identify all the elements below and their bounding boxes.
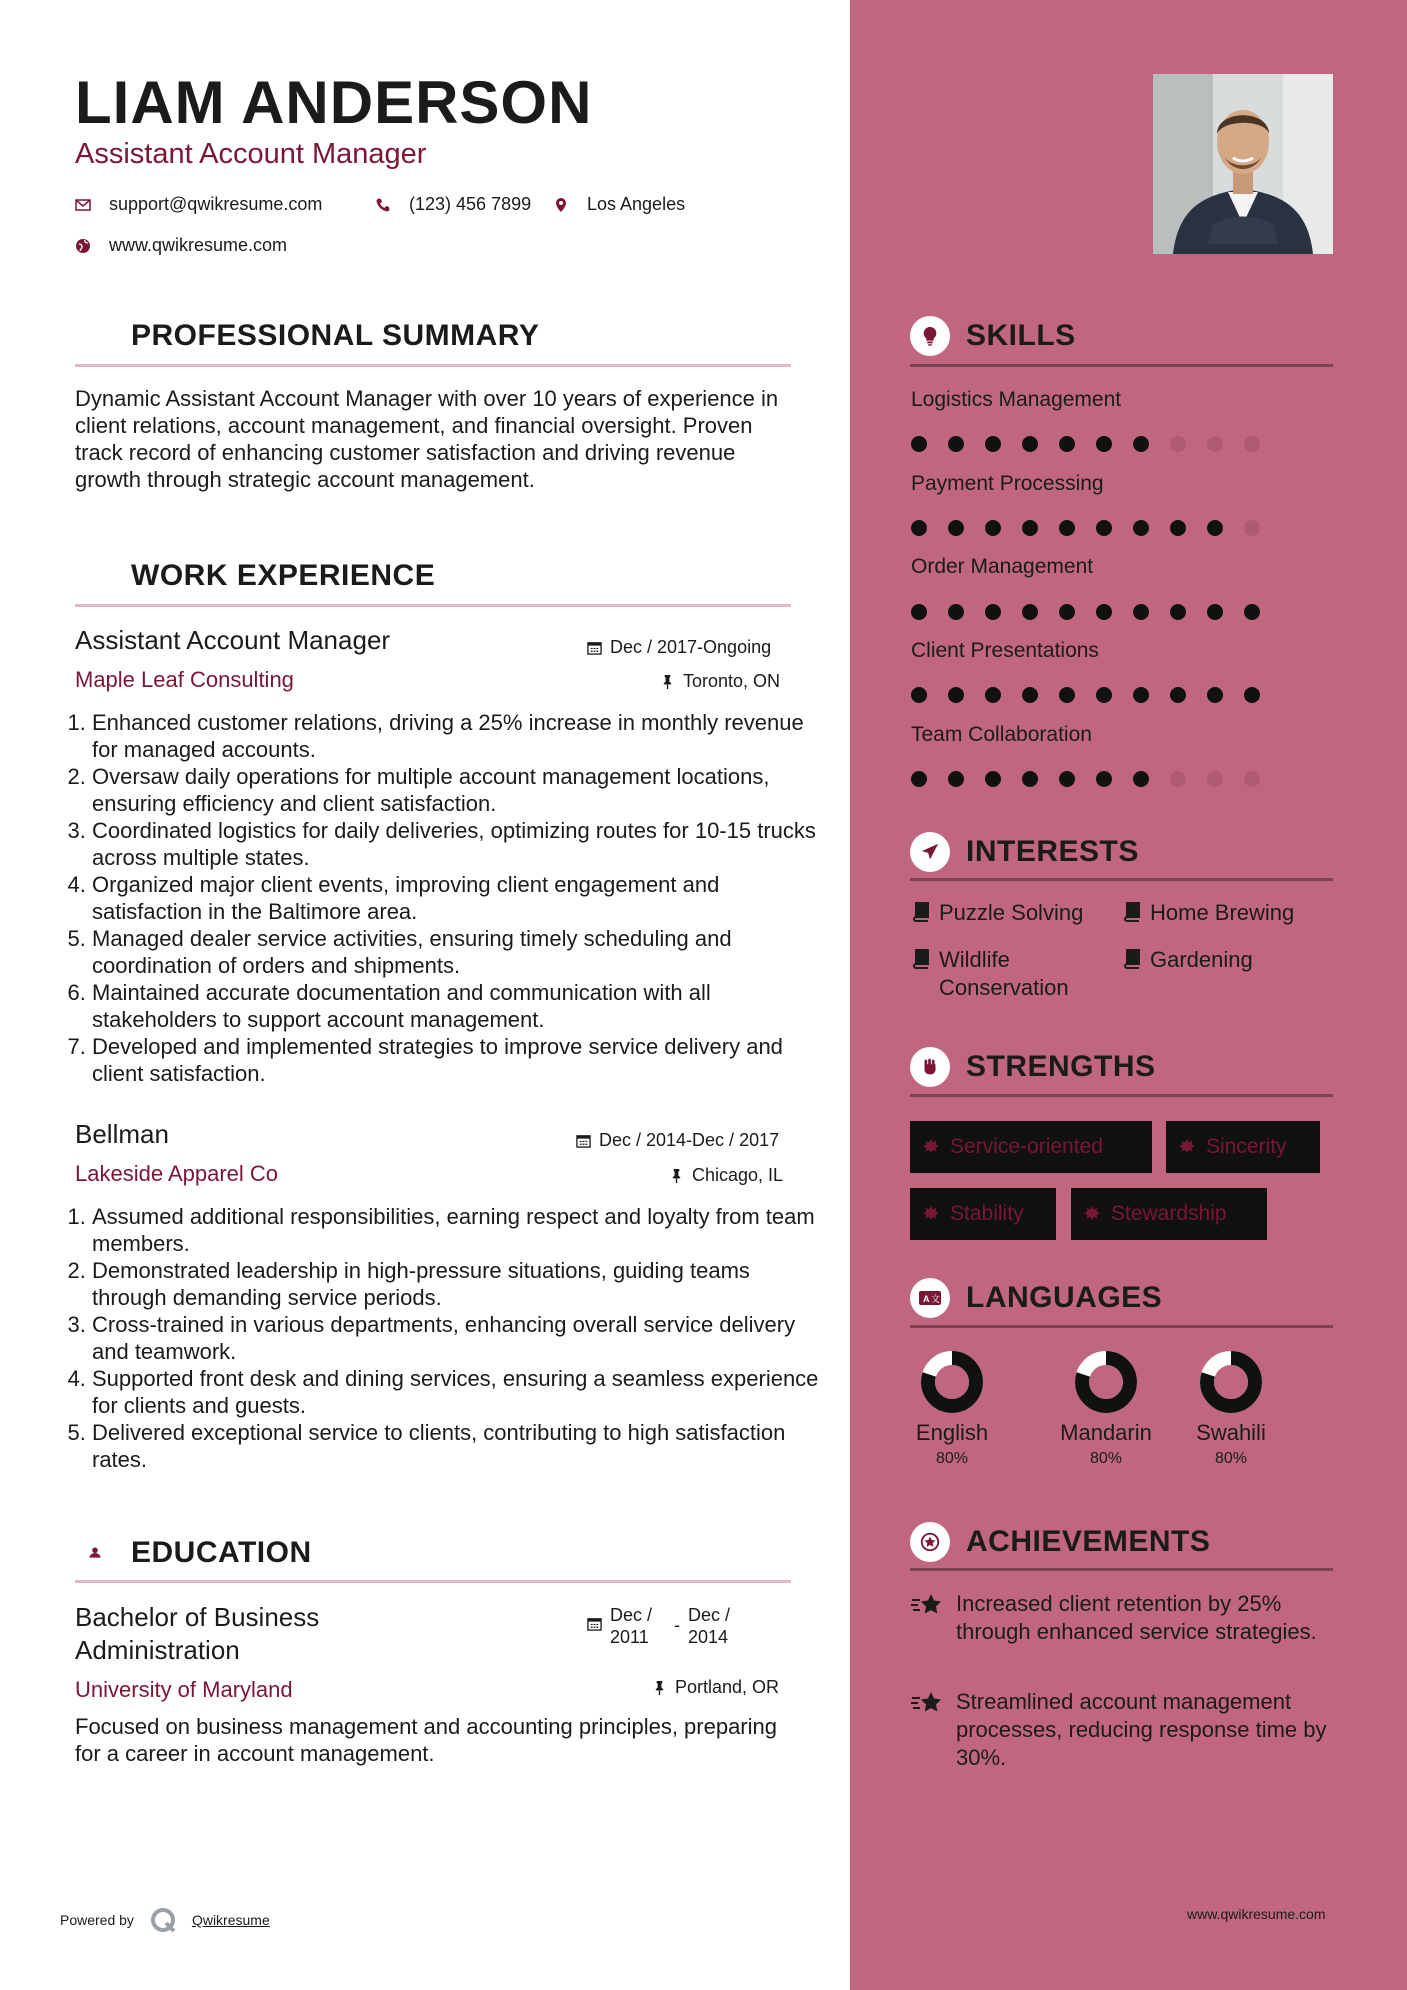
skill-dot-empty — [1244, 436, 1260, 452]
website-text: www.qwikresume.com — [109, 235, 288, 255]
education-location — [652, 1677, 779, 1698]
date-separator: - — [674, 1615, 680, 1635]
start-date — [610, 1604, 666, 1648]
paper-plane-icon — [910, 832, 950, 872]
strength-label: Sincerity — [1206, 1135, 1287, 1158]
job-bullets — [62, 709, 822, 1087]
skill-dot-filled — [911, 436, 927, 452]
job-dates-text: Dec / 2014-Dec / 2017 — [599, 1130, 780, 1150]
skill-dot-filled — [1022, 771, 1038, 787]
skill-dot-filled — [911, 771, 927, 787]
skill-dot-filled — [948, 436, 964, 452]
language-level-ring — [1199, 1350, 1263, 1414]
language-item — [897, 1350, 1007, 1468]
list-item: 1. Assumed additional responsibilities, earning respect and loyalty from team members. — [92, 1203, 822, 1257]
graduate-icon — [75, 1533, 115, 1573]
skill-dot-filled — [1207, 520, 1223, 536]
interests-header — [910, 832, 1139, 872]
contact-phone[interactable] — [375, 194, 531, 215]
envelope-icon — [75, 197, 91, 213]
interests-divider — [910, 878, 1333, 881]
interest-item — [911, 899, 1111, 927]
list-item: 6. Maintained accurate documentation and communication with all stakeholders to support account management. — [92, 979, 822, 1033]
skill-dot-filled — [985, 604, 1001, 620]
language-percent: 80% — [1089, 1450, 1123, 1467]
phone-icon — [375, 197, 391, 213]
list-item: 5. Delivered exceptional service to clients, contributing to high satisfaction rates. — [92, 1419, 822, 1473]
skill-dot-filled — [1059, 436, 1075, 452]
skill-dot-filled — [1096, 520, 1112, 536]
skill-dot-filled — [1096, 436, 1112, 452]
phone-text: (123) 456 7899 — [409, 194, 532, 214]
school-name: University of Maryland — [75, 1677, 293, 1702]
strength-badge — [910, 1188, 1056, 1240]
skill-name: Logistics Management — [911, 388, 1122, 411]
skill-dot-filled — [1096, 771, 1112, 787]
book-icon — [1122, 902, 1140, 922]
calendar-icon — [587, 1616, 602, 1631]
map-pin-icon — [553, 197, 569, 213]
footer-powered-by — [60, 1905, 270, 1935]
skill-dot-filled — [1059, 771, 1075, 787]
interest-item — [911, 946, 1081, 1002]
experience-header — [75, 556, 435, 596]
skill-rating — [911, 436, 1260, 452]
skill-dot-filled — [985, 436, 1001, 452]
strength-badge — [1166, 1121, 1320, 1173]
skills-title: SKILLS — [966, 319, 1076, 352]
education-description: Focused on business management and accounting principles, preparing for a career in account management. — [75, 1714, 777, 1766]
language-percent: 80% — [935, 1450, 969, 1467]
skill-dot-filled — [1170, 520, 1186, 536]
job-company: Maple Leaf Consulting — [75, 667, 294, 692]
contact-location — [553, 194, 685, 215]
footer-site[interactable]: www.qwikresume.com — [1187, 1906, 1326, 1922]
qwikresume-link[interactable]: Qwikresume — [191, 1912, 270, 1928]
interest-label: Puzzle Solving — [939, 900, 1084, 925]
skill-dot-filled — [1207, 604, 1223, 620]
degree-title — [75, 1601, 319, 1667]
skill-dot-filled — [911, 520, 927, 536]
skill-dot-filled — [1133, 687, 1149, 703]
skill-dot-empty — [1207, 436, 1223, 452]
job-company: Lakeside Apparel Co — [75, 1161, 279, 1186]
skill-dot-filled — [1133, 520, 1149, 536]
list-item: 2. Oversaw daily operations for multiple account management locations, ensuring efficiency and client satisfaction. — [92, 763, 822, 817]
strengths-divider — [910, 1094, 1333, 1097]
burst-icon — [922, 1138, 940, 1156]
book-icon — [911, 949, 929, 969]
skill-dot-filled — [1170, 687, 1186, 703]
skill-dot-filled — [948, 687, 964, 703]
powered-by-label: Powered by — [60, 1912, 134, 1928]
summary-divider — [75, 364, 791, 367]
skill-dot-empty — [1244, 520, 1260, 536]
skill-dot-filled — [1170, 604, 1186, 620]
skill-dot-filled — [1096, 604, 1112, 620]
skill-dot-filled — [1244, 687, 1260, 703]
education-header — [75, 1533, 312, 1573]
svg-text:文: 文 — [931, 1294, 941, 1304]
strength-badge — [910, 1121, 1152, 1173]
strength-label: Stability — [950, 1202, 1024, 1225]
skill-dot-filled — [911, 687, 927, 703]
job-title: Bellman — [75, 1119, 169, 1149]
language-percent: 80% — [1214, 1450, 1248, 1467]
list-item: 4. Organized major client events, improving client engagement and satisfaction in the Baltimore area. — [92, 871, 822, 925]
education-divider — [75, 1580, 791, 1583]
education-title: EDUCATION — [131, 1536, 312, 1569]
skill-dot-empty — [1207, 771, 1223, 787]
burst-icon — [1083, 1205, 1101, 1223]
skill-rating — [911, 520, 1260, 536]
skill-dot-filled — [1059, 604, 1075, 620]
star-icon — [910, 1592, 944, 1618]
language-name: English — [915, 1420, 989, 1445]
job-location — [669, 1165, 783, 1186]
strength-badge — [1071, 1188, 1267, 1240]
pushpin-icon — [669, 1168, 684, 1183]
skills-header — [910, 316, 1076, 356]
language-name: Mandarin — [1060, 1420, 1152, 1445]
languages-divider — [910, 1325, 1333, 1328]
end-date — [688, 1604, 730, 1648]
summary-header — [75, 316, 539, 356]
skill-dot-filled — [1133, 604, 1149, 620]
language-item — [1176, 1350, 1286, 1468]
skill-dot-filled — [985, 771, 1001, 787]
lightbulb-icon — [910, 316, 950, 356]
globe-icon — [75, 238, 91, 254]
skill-rating — [911, 604, 1260, 620]
job-bullets — [62, 1203, 822, 1473]
skill-dot-filled — [1022, 687, 1038, 703]
degree-line-2: Administration — [75, 1635, 240, 1665]
user-icon — [75, 316, 115, 356]
end-date-line-1: Dec / — [688, 1605, 731, 1625]
end-date-line-2: 2014 — [688, 1627, 729, 1647]
skill-dot-filled — [911, 604, 927, 620]
list-item: 5. Managed dealer service activities, ensuring timely scheduling and coordination of orders and shipments. — [92, 925, 822, 979]
experience-divider — [75, 604, 791, 607]
job-dates — [576, 1130, 779, 1151]
list-item: 2. Demonstrated leadership in high-pressure situations, guiding teams through demanding service periods. — [92, 1257, 822, 1311]
skill-dot-filled — [985, 687, 1001, 703]
qwikresume-logo-icon — [148, 1905, 178, 1935]
fist-icon — [910, 1047, 950, 1087]
contact-email[interactable] — [75, 194, 322, 215]
skill-dot-filled — [1244, 604, 1260, 620]
skill-rating — [911, 771, 1260, 787]
interest-label: Gardening — [1150, 947, 1253, 972]
strength-label: Service-oriented — [950, 1135, 1103, 1158]
job-location-text: Chicago, IL — [692, 1165, 784, 1185]
interests-title: INTERESTS — [966, 835, 1139, 868]
contact-website[interactable] — [75, 235, 287, 256]
achievement-item — [910, 1688, 1340, 1772]
skill-dot-filled — [1207, 687, 1223, 703]
skill-dot-filled — [1133, 771, 1149, 787]
interest-label: Wildlife Conservation — [939, 947, 1069, 1000]
skill-dot-filled — [1022, 436, 1038, 452]
translate-icon — [910, 1278, 950, 1318]
book-icon — [911, 902, 929, 922]
svg-text:A: A — [923, 1294, 930, 1304]
summary-text: Dynamic Assistant Account Manager with over 10 years of experience in client relations, account management, and financial oversight. Proven track record of enhancing customer satisfaction and driving revenue growth through strategic account management. — [75, 386, 779, 492]
job-title: Assistant Account Manager — [75, 625, 391, 655]
language-item — [1051, 1350, 1161, 1468]
job-location-text: Toronto, ON — [683, 671, 781, 691]
achievement-text: Streamlined account management processes, reducing response time by 30%. — [956, 1689, 1327, 1770]
calendar-icon — [576, 1133, 591, 1148]
job-dates — [587, 637, 771, 658]
candidate-name: LIAM ANDERSON — [75, 69, 593, 136]
job-location — [660, 671, 780, 692]
skill-name: Client Presentations — [911, 639, 1099, 662]
skill-dot-filled — [948, 771, 964, 787]
book-icon — [1122, 949, 1140, 969]
list-item: 1. Enhanced customer relations, driving a 25% increase in monthly revenue for managed accounts. — [92, 709, 822, 763]
skill-dot-filled — [1059, 687, 1075, 703]
pushpin-icon — [652, 1680, 667, 1695]
candidate-title: Assistant Account Manager — [75, 138, 427, 170]
language-name: Swahili — [1196, 1420, 1266, 1445]
language-level-ring — [1074, 1350, 1138, 1414]
achievement-item — [910, 1590, 1340, 1646]
star-icon — [910, 1690, 944, 1716]
languages-header — [910, 1278, 1162, 1318]
skill-name: Team Collaboration — [911, 723, 1092, 746]
skill-dot-filled — [1022, 604, 1038, 620]
education-dates — [587, 1604, 730, 1648]
language-level-ring — [920, 1350, 984, 1414]
interest-item — [1122, 946, 1322, 974]
interest-item — [1122, 899, 1342, 927]
achievements-title: ACHIEVEMENTS — [966, 1525, 1211, 1558]
list-item: 3. Coordinated logistics for daily deliveries, optimizing routes for 10-15 trucks across multiple states. — [92, 817, 822, 871]
start-date-line-1: Dec / — [610, 1605, 653, 1625]
location-text: Los Angeles — [587, 194, 686, 214]
skill-dot-filled — [948, 520, 964, 536]
strength-label: Stewardship — [1111, 1202, 1227, 1225]
skill-dot-filled — [1022, 520, 1038, 536]
skill-dot-empty — [1244, 771, 1260, 787]
pushpin-icon — [660, 674, 675, 689]
skill-dot-empty — [1170, 436, 1186, 452]
list-item: 3. Cross-trained in various departments, enhancing overall service delivery and teamwork. — [92, 1311, 822, 1365]
calendar-icon — [587, 640, 602, 655]
office-chair-icon — [75, 556, 115, 596]
skills-divider — [910, 364, 1333, 367]
strengths-header — [910, 1047, 1156, 1087]
experience-title: WORK EXPERIENCE — [131, 559, 436, 592]
skill-rating — [911, 687, 1260, 703]
skill-name: Payment Processing — [911, 472, 1104, 495]
burst-icon — [1178, 1138, 1196, 1156]
interest-label: Home Brewing — [1150, 900, 1295, 925]
skill-dot-filled — [1096, 687, 1112, 703]
summary-title: PROFESSIONAL SUMMARY — [131, 319, 540, 352]
skill-name: Order Management — [911, 555, 1094, 578]
education-location-text: Portland, OR — [675, 1677, 780, 1697]
degree-line-1: Bachelor of Business — [75, 1602, 320, 1632]
skill-dot-empty — [1170, 771, 1186, 787]
burst-icon — [922, 1205, 940, 1223]
star-badge-icon — [910, 1522, 950, 1562]
skill-dot-filled — [1133, 436, 1149, 452]
email-text: support@qwikresume.com — [109, 194, 323, 214]
list-item: 4. Supported front desk and dining services, ensuring a seamless experience for clients and guests. — [92, 1365, 822, 1419]
start-date-line-2: 2011 — [610, 1627, 649, 1647]
list-item: 7. Developed and implemented strategies to improve service delivery and client satisfaction. — [92, 1033, 822, 1087]
achievement-text: Increased client retention by 25% through enhanced service strategies. — [956, 1591, 1317, 1644]
profile-photo — [1153, 74, 1333, 254]
achievements-header — [910, 1522, 1210, 1562]
skill-dot-filled — [948, 604, 964, 620]
skill-dot-filled — [1059, 520, 1075, 536]
achievements-divider — [910, 1568, 1333, 1571]
strengths-title: STRENGTHS — [966, 1050, 1156, 1083]
skill-dot-filled — [985, 520, 1001, 536]
job-dates-text: Dec / 2017-Ongoing — [610, 637, 772, 657]
languages-title: LANGUAGES — [966, 1281, 1163, 1314]
